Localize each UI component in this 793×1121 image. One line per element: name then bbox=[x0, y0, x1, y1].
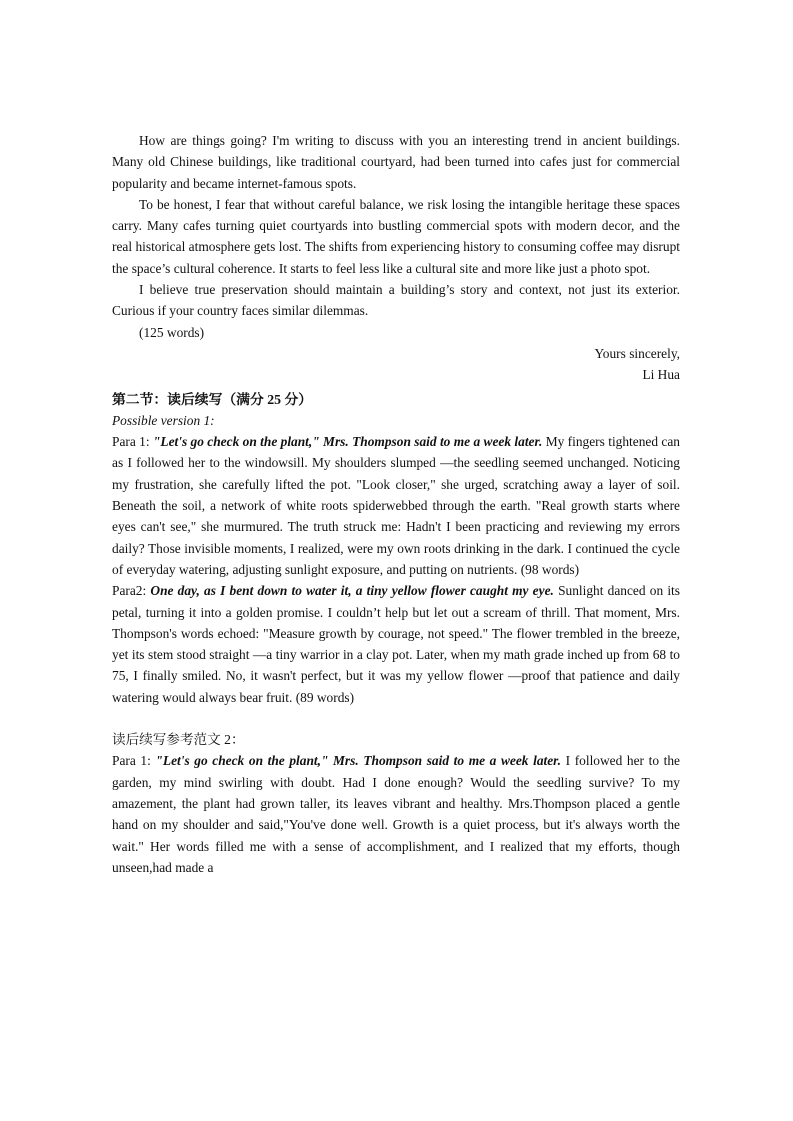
version1-label: Possible version 1: bbox=[112, 412, 215, 428]
letter-closing: Yours sincerely, bbox=[594, 345, 680, 361]
version2-para1 bbox=[112, 750, 680, 878]
letter-paragraph-2: To be honest, I fear that without careful balance, we risk losing the intangible heritage these spaces carry. Many cafes turning quiet courtyards into bustling commercial spots with modern decor, and the real historical atmosphere gets lost. The shifts from experiencing history to consuming coffee may disrupt the space’s cultural coherence. It starts to feel less like a cultural site and more like just a photo spot. bbox=[112, 196, 680, 276]
letter-word-count: (125 words) bbox=[139, 324, 205, 340]
para-prompt: "Let's go check on the plant," Mrs. Thompson said to me a week later. bbox=[155, 753, 561, 769]
para-prompt: "Let's go check on the plant," Mrs. Thompson said to me a week later. bbox=[152, 434, 543, 450]
spacer bbox=[112, 708, 680, 729]
version1-para1 bbox=[112, 431, 680, 580]
para-prompt: One day, as I bent down to water it, a tiny yellow flower caught my eye. bbox=[150, 583, 554, 599]
para-body: Sunlight danced on its petal, turning it into a golden promise. I couldn’t help but let out a scream of thrill. That moment, Mrs. Thompson's words echoed: "Measure growth by courage, not speed." The flower trembled in the breeze, yet its stem stood straight —a tiny warrior in a clay pot. Later, when my math grade inched up from 68 to 75, I finally smiled. No, it wasn't perfect, but it was my yellow flower —proof that patience and daily watering would always bear fruit. (89 words) bbox=[112, 583, 680, 705]
section-title: 第二节：读后续写（满分 25 分） bbox=[112, 391, 313, 407]
para-prefix: Para 1: bbox=[112, 434, 153, 450]
document-page bbox=[112, 130, 680, 878]
version1-para2 bbox=[112, 580, 680, 708]
letter bbox=[112, 130, 680, 386]
letter-paragraph-3: I believe true preservation should maintain a building’s story and context, not just its exterior. Curious if your country faces similar dilemmas. bbox=[112, 282, 680, 319]
para-prefix: Para 1: bbox=[112, 753, 156, 769]
version2-label: 读后续写参考范文 2： bbox=[112, 732, 245, 748]
letter-signature: Li Hua bbox=[642, 367, 680, 383]
letter-paragraph-1: How are things going? I'm writing to discuss with you an interesting trend in ancient buildings. Many old Chinese buildings, like traditional courtyard, had been turned into cafes just for commercial popularity and became internet-famous spots. bbox=[112, 133, 680, 191]
para-prefix: Para2: bbox=[112, 583, 151, 599]
para-body: I followed her to the garden, my mind swirling with doubt. Had I done enough? Would the seedling survive? To my amazement, the plant had grown taller, its leaves vibrant and healthy. Mrs.Thompson placed a gentle hand on my shoulder and said,"You've done well. Growth is a quiet process, but it's always worth the wait." Her words filled me with a sense of accomplishment, and I realized that my efforts, though unseen,had made a bbox=[112, 753, 681, 875]
para-body: My fingers tightened can as I followed her to the windowsill. My shoulders slumped —the seedling seemed unchanged. Noticing my frustration, she carefully lifted the pot. "Look closer," she urged, scratching away a layer of soil. Beneath the soil, a network of white roots spiderwebbed through the earth. "Real growth starts where eyes can't see," she murmured. The truth struck me: Hadn't I been practicing and reviewing my errors daily? Those invisible moments, I realized, were my own roots drinking in the dark. I continued the cycle of everyday watering, adjusting sunlight exposure, and putting on nutrients. (98 words) bbox=[112, 434, 681, 577]
